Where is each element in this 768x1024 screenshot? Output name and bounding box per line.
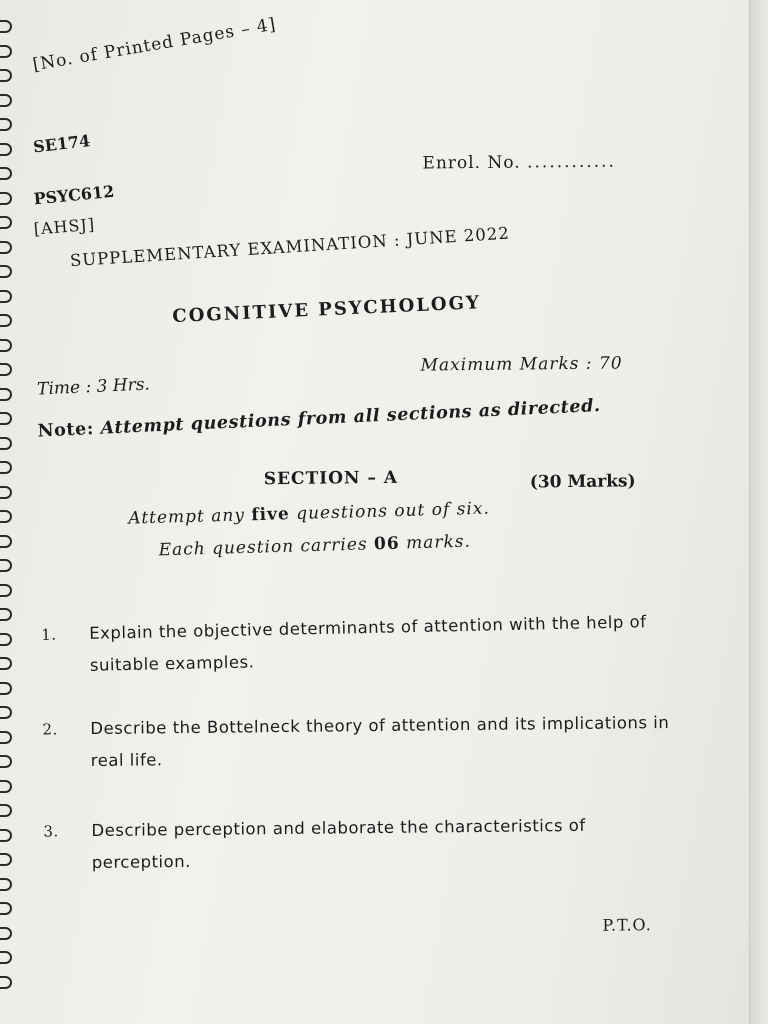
subject-title: COGNITIVE PSYCHOLOGY (171, 292, 482, 328)
marks-post: marks. (405, 531, 472, 554)
marks-count: 06 (373, 533, 400, 555)
question-1 (37, 606, 678, 683)
instruction-post: questions out of six. (295, 498, 491, 524)
maximum-marks: Maximum Marks : 70 (420, 353, 623, 376)
note-label: Note: (37, 419, 95, 442)
marks-pre: Each question carries (158, 534, 368, 561)
question-text: Explain the objective determinants of attention with the help of suitable examples. (89, 612, 647, 675)
section-a-marks: (30 Marks) (529, 471, 636, 493)
school-code: [AHSJ] (33, 214, 96, 239)
section-a-title: SECTION – A (263, 467, 399, 490)
section-a-instruction (128, 499, 490, 529)
question-3 (39, 809, 680, 880)
exam-title: SUPPLEMENTARY EXAMINATION : JUNE 2022 (69, 223, 511, 271)
exam-time: Time : 3 Hrs. (36, 374, 151, 400)
note-text: Attempt questions from all sections as directed. (100, 396, 602, 439)
instruction-count: five (251, 504, 291, 526)
question-number: 3. (43, 822, 59, 841)
question-number: 2. (42, 720, 58, 739)
instruction-pre: Attempt any (128, 505, 246, 529)
paper-code: SE174 (32, 131, 92, 157)
enrol-number-field (422, 152, 616, 174)
enrol-blank: ............ (526, 151, 617, 173)
general-note (37, 396, 601, 442)
course-code: PSYC612 (32, 181, 116, 209)
question-text: Describe perception and elaborate the characteristics of perception. (91, 815, 586, 873)
section-a-marks-instruction (158, 532, 471, 561)
printed-pages-count: [No. of Printed Pages – 4] (31, 14, 278, 76)
please-turn-over: P.T.O. (602, 915, 652, 935)
enrol-label: Enrol. No. (422, 152, 521, 174)
question-number: 1. (41, 625, 57, 644)
question-text: Describe the Bottelneck theory of attention and its implications in real life. (90, 712, 670, 771)
question-2 (38, 707, 679, 778)
